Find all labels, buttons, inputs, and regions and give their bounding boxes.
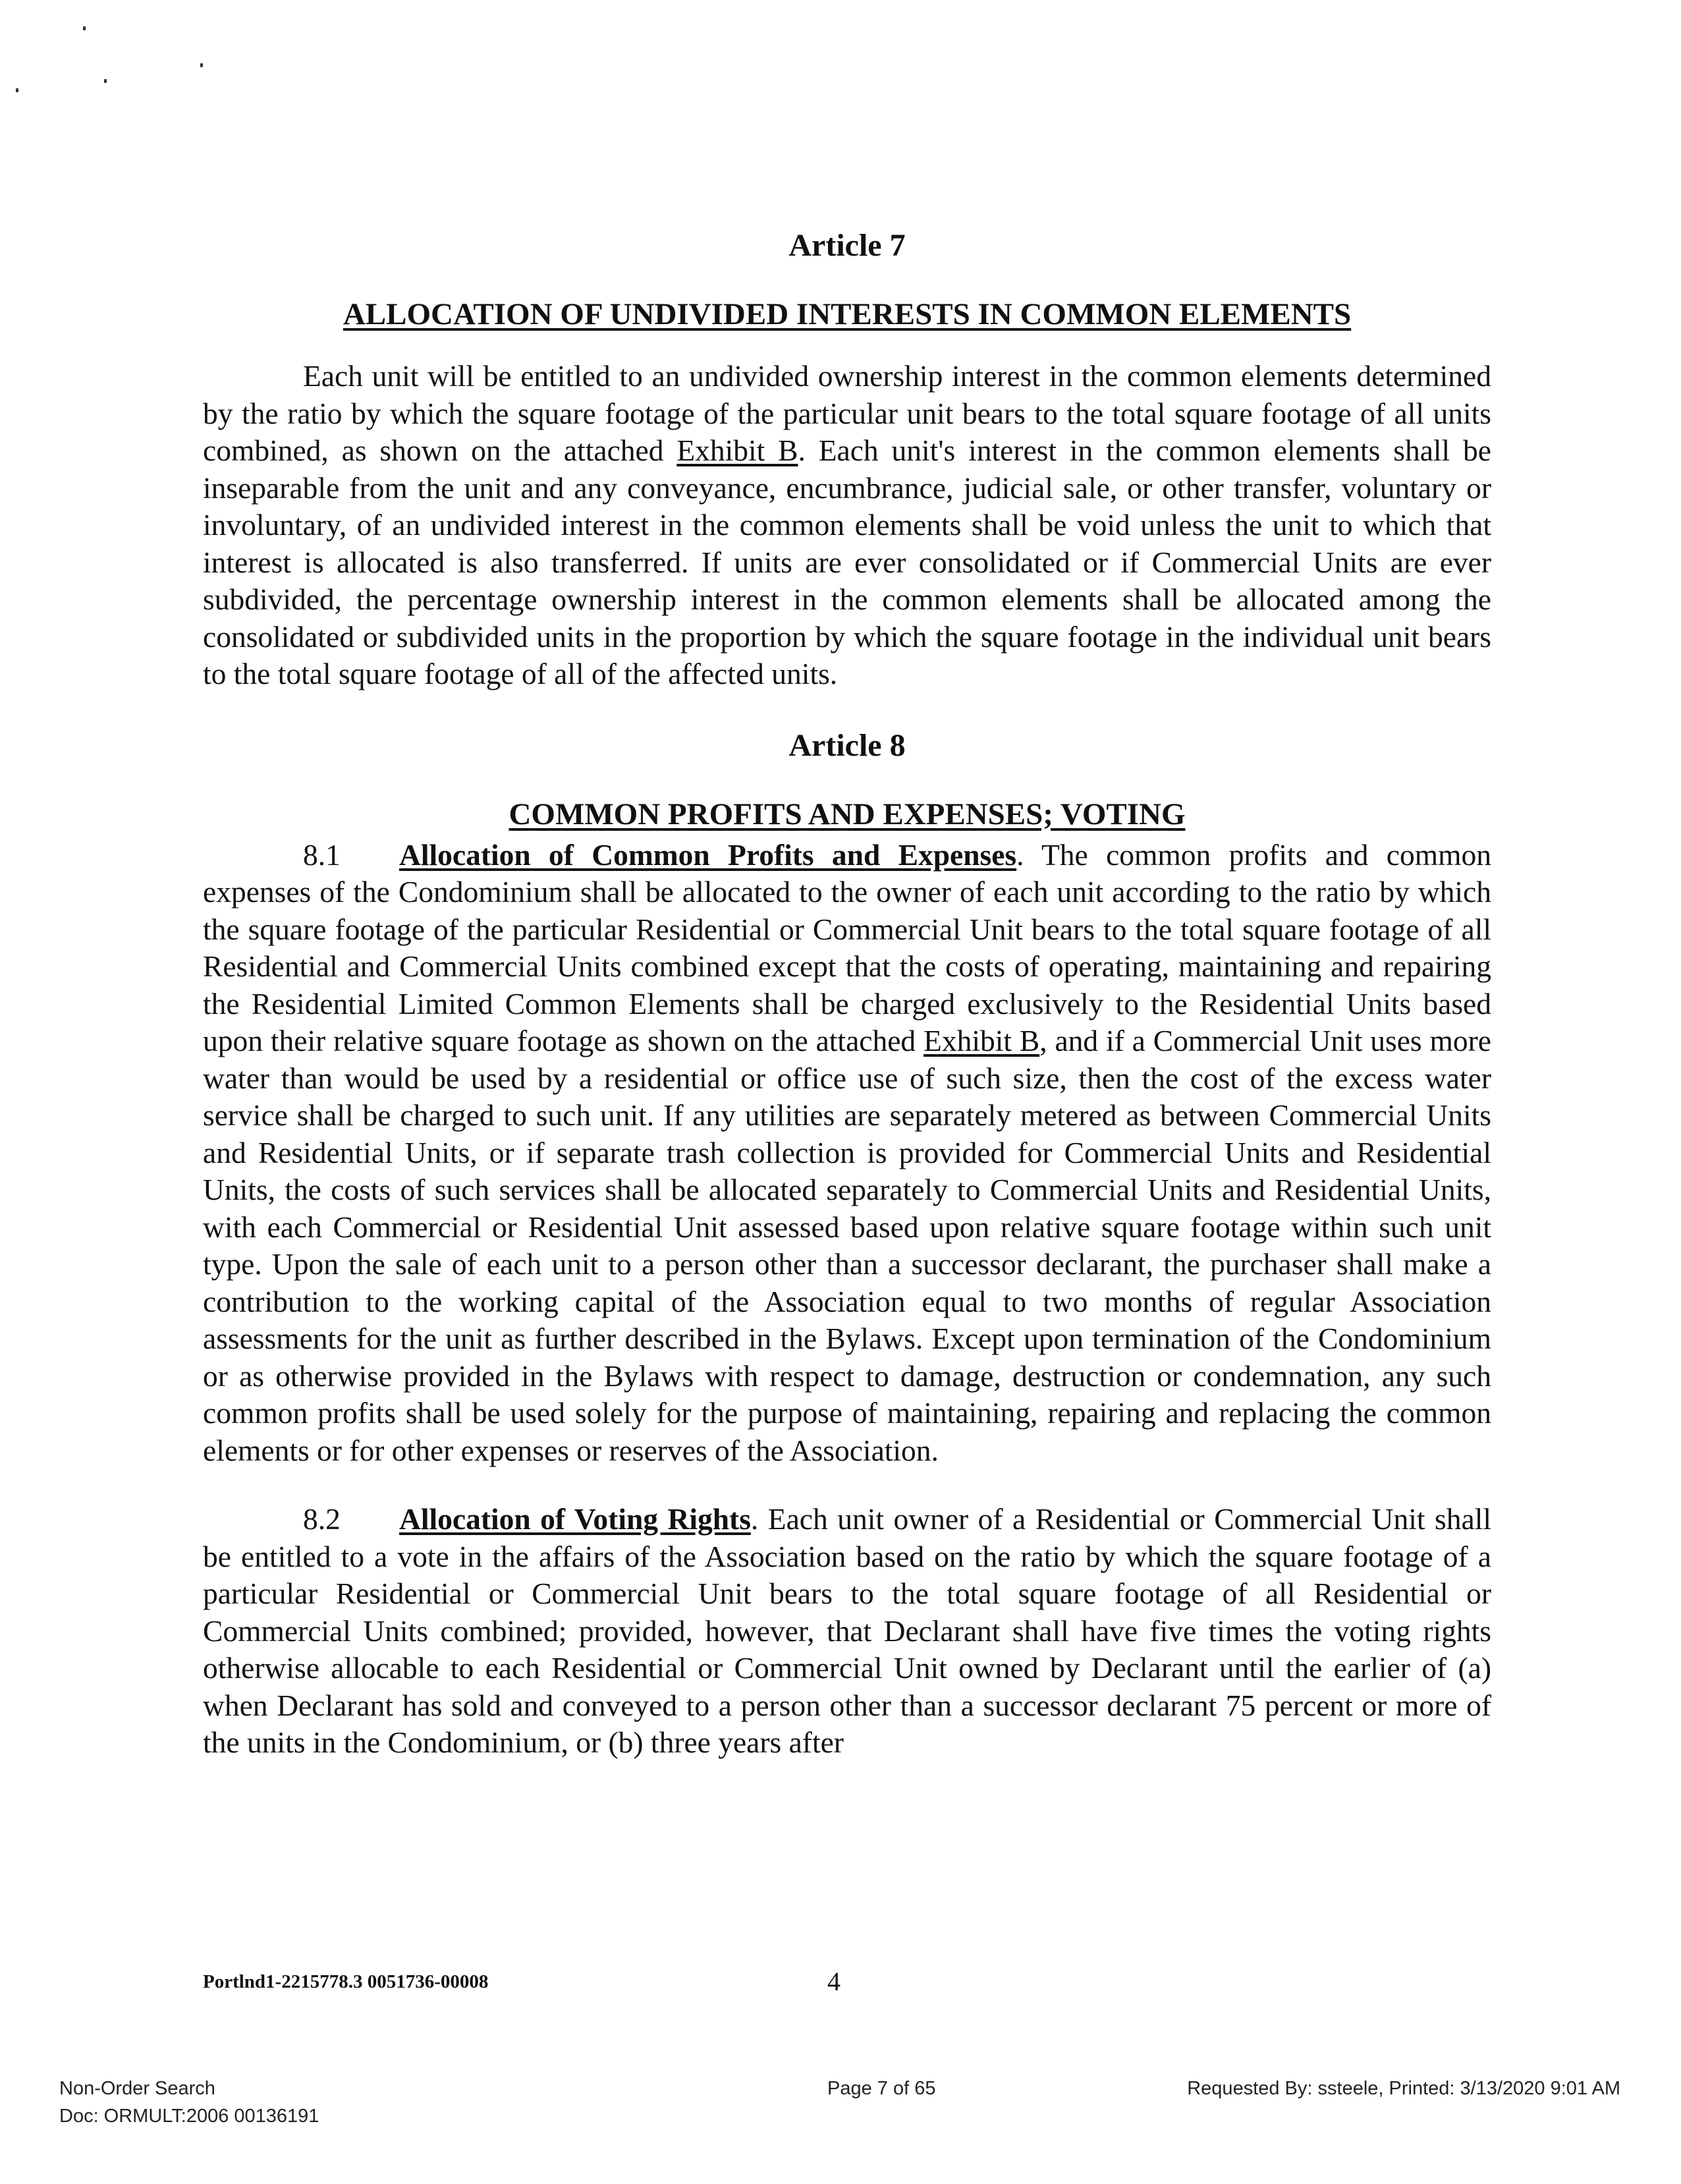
article-7-text-a: Each unit will be entitled to an undivided ownership interest in the common elements determined by the ratio by which the square footage of the particular unit bears to the total square footage of all units combined, as shown on the attached — [203, 359, 1491, 467]
exhibit-b-link: Exhibit B — [676, 434, 798, 467]
article-7-text-b: . Each unit's interest in the common elements shall be inseparable from the unit and any conveyance, encumbrance, judicial sale, or other transfer, voluntary or involuntary, of an undivided interest in the common elements shall be void unless the unit to which that interest is allocated is also transferred. If units are ever consolidated or if Commercial Units are ever subdivided, the percentage ownership interest in the common elements shall be allocated among the consolidated or subdivided units in the proportion by which the square footage in the individual unit bears to the total square footage of all of the affected units. — [203, 434, 1491, 690]
section-8-1-text-a: . The common profits and common expenses of the Condominium shall be allocated to the owner of each unit according to the ratio by which the square footage of the particular Residential or Commercial Unit bears to the total square footage of all Residential and Commercial Units combined except that the costs of operating, maintaining and repairing the Residential Limited Common Elements shall be charged exclusively to the Residential Units based upon their relative square footage as shown on the attached — [203, 837, 1491, 1057]
section-8-2-text: . Each unit owner of a Residential or Commercial Unit shall be entitled to a vote in the affairs of the Association based on the ratio by which the square footage of a particular Residential or Commercial Unit bears to the total square footage of all Residential or Commercial Units combined; provided, however, that Declarant shall have five times the voting rights otherwise allocable to each Residential or Commercial Unit owned by Declarant until the earlier of (a) when Declarant has sold and conveyed to a person other than a successor declarant 75 percent or more of the units in the Condominium, or (b) three years after — [203, 1502, 1491, 1759]
section-8-1-paragraph — [203, 837, 1491, 1470]
section-8-2-paragraph — [203, 1501, 1491, 1762]
page-count-label: Page 7 of 65 — [827, 2078, 936, 2099]
section-8-1-title: Allocation of Common Profits and Expenses — [399, 837, 1017, 872]
section-8-2-number: 8.2 — [303, 1502, 341, 1536]
exhibit-b-link: Exhibit B — [923, 1024, 1040, 1057]
scan-speck — [104, 79, 107, 83]
doc-reference-label: Doc: ORMULT:2006 00136191 — [59, 2106, 319, 2127]
scan-speck — [83, 26, 86, 30]
article-8-heading: COMMON PROFITS AND EXPENSES; VOTING — [509, 797, 1186, 831]
article-8-title: Article 8 — [788, 727, 906, 763]
article-7-paragraph — [203, 358, 1491, 693]
print-info-label: Requested By: ssteele, Printed: 3/13/2020 9:01 AM — [1187, 2078, 1620, 2099]
search-type-label: Non-Order Search — [59, 2078, 215, 2099]
section-8-1-text-b: , and if a Commercial Unit uses more water than would be used by a residential or office use of such size, then the cost of the excess water service shall be charged to such unit. If any utilities are separately metered as between Commercial Units and Residential Units, or if separate trash collection is provided for Commercial Units and Residential Units, the costs of such services shall be allocated separately to Commercial Units and Residential Units, with each Commercial or Residential Unit assessed based upon relative square footage within such unit type. Upon the sale of each unit to a person other than a successor declarant, the purchaser shall make a contribution to the working capital of the Association equal to two months of regular Association assessments for the unit as further described in the Bylaws. Except upon termination of the Condominium or as otherwise provided in the Bylaws with respect to damage, destruction or condemnation, any such common profits shall be used solely for the purpose of maintaining, repairing and replacing the common elements or for other expenses or reserves of the Association. — [203, 1024, 1491, 1467]
page-number: 4 — [827, 1967, 840, 1996]
document-page — [203, 227, 1491, 1762]
scan-speck — [200, 63, 203, 67]
section-8-1-number: 8.1 — [303, 837, 341, 872]
section-8-2-title: Allocation of Voting Rights — [399, 1502, 751, 1536]
document-id: Portlnd1-2215778.3 0051736-00008 — [203, 1971, 489, 1992]
article-7-title: Article 7 — [788, 228, 906, 263]
scan-speck — [16, 88, 18, 92]
article-7-heading: ALLOCATION OF UNDIVIDED INTERESTS IN COMMON ELEMENTS — [343, 297, 1352, 331]
